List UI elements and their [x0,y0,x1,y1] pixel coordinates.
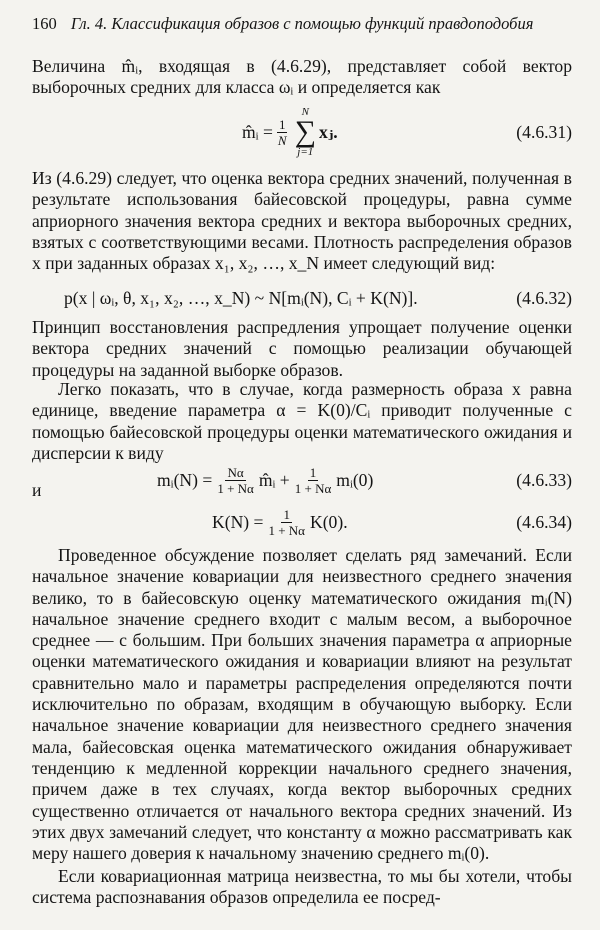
paragraph-4: Легко показать, что в случае, когда размерность образа x равна единице, введение параметра α = K(0)/Cᵢ приводит полученные с помощью байесовской процедуры оценки математического ожидания и дисперсии к виду [32,379,572,463]
eq34-tail: K(0). [309,511,348,532]
eq32-formula: p(x | ωᵢ, θ, x₁, x₂, …, x_N) ~ N[mᵢ(N), Cᵢ + K(N)]. [64,287,418,308]
eq34-f-den: 1 + Nα [268,522,305,538]
eq33-f1-num: Nα [227,464,244,480]
eq33-f1-den: 1 + Nα [217,480,254,496]
paragraph-1: Величина m̂ᵢ, входящая в (4.6.29), представляет собой вектор выборочных средних для класса ωᵢ и определяется как [32,56,572,98]
eq33-f2-den: 1 + Nα [294,480,332,496]
eq31-frac-num: 1 [278,116,286,132]
eq33-mid: m̂ᵢ + [258,469,290,490]
eq31-number: (4.6.31) [516,121,572,142]
conjunction-and: и [32,480,42,500]
eq33-fraction-2 [293,465,334,496]
eq31-term: xⱼ. [318,121,338,142]
running-header [32,14,572,48]
eq33-tail: mᵢ(0) [336,469,374,490]
page-number: 160 [32,14,57,33]
running-title: Гл. 4. Классификация образов с помощью функций правдоподобия [70,14,534,33]
paragraph-2: Из (4.6.29) следует, что оценка вектора средних значений, полученная в результате использования байесовской процедуры, равна сумме априорного значения вектора средних и вектора выборочных средних, взятых с соответствующими весами. Плотность распределения образов x при заданных образах x₁, x₂, …, x_N имеет следующий вид: [32,168,572,274]
eq33-f2-num: 1 [309,464,317,480]
sigma-symbol: ∑ [294,115,316,148]
eq33-fraction-1 [215,465,256,496]
eq31-sum [295,106,316,158]
eq31-sum-bottom: j=1 [297,146,314,158]
paragraph-6: Если ковариационная матрица неизвестна, то мы бы хотели, чтобы система распознавания образов определила ее посред- [32,866,572,908]
eq31-lhs: m̂ᵢ = [242,121,273,142]
eq34-fraction [266,507,307,538]
eq32-number: (4.6.32) [516,287,572,308]
equation-4-6-31 [32,104,572,160]
eq31-frac-den: N [277,132,287,148]
equation-4-6-32 [32,285,572,311]
paragraph-5: Проведенное обсуждение позволяет сделать ряд замечаний. Если начальное значение ковариации для неизвестного среднего значения велико, то в байесовскую оценку математического ожидания mᵢ(N) начальное значение среднего входит с малым весом, а выборочное среднее — с большим. При больших значения параметра α априорные оценки математического ожидания и ковариации влияют на результат сравнительно мало и параметры распределения определяются почти исключительно по образам, входящим в обучающую выборку. Если начальное значение ковариации для неизвестного среднего значения мала, байесовская оценка математического ожидания обнаруживает тенденцию к медленной коррекции начального среднего значения, причем даже в тех случаях, когда вектор выборочных средних существенно отличается от начального вектора средних значений. Из этих двух замечаний следует, что константу α можно рассматривать как меру нашего доверия к начальному значению среднего mᵢ(0). [32,545,572,864]
paragraph-3: Принцип восстановления распредления упрощает получение оценки вектора средних значений с помощью реализации обучающей процедуры на заданной выборке образов. [32,317,572,380]
eq33-lhs: mᵢ(N) = [157,469,213,490]
eq34-number: (4.6.34) [516,511,572,532]
eq31-fraction [276,117,289,148]
eq31-sum-top: N [301,106,309,118]
eq34-f-num: 1 [283,506,290,522]
eq34-lhs: K(N) = [212,511,264,532]
eq33-number: (4.6.33) [516,469,572,490]
equation-4-6-34 [32,494,572,550]
